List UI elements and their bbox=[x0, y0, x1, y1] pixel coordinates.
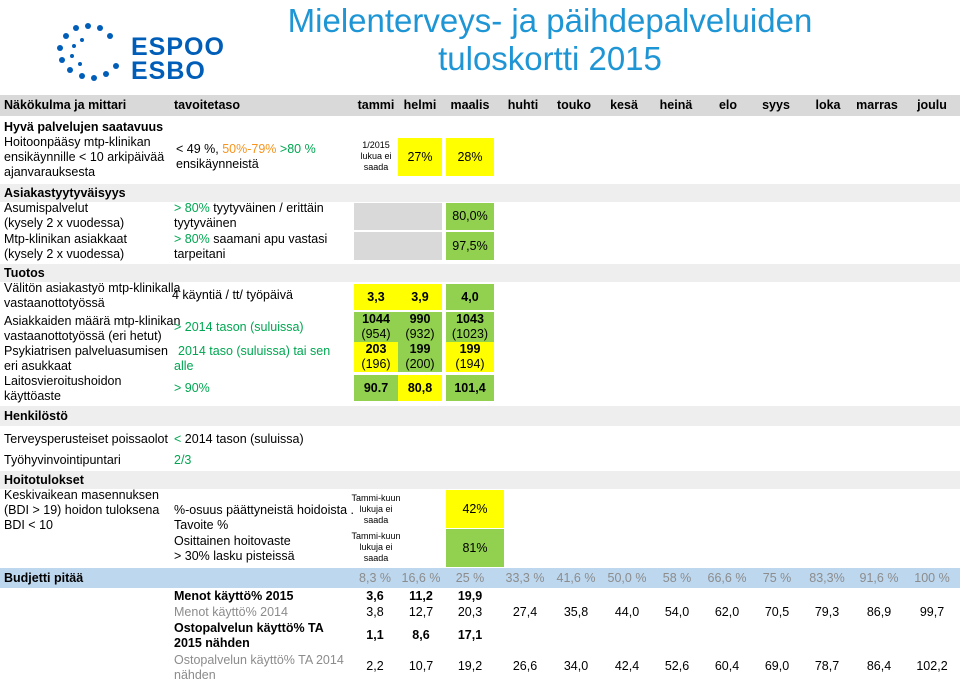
month-header: elo bbox=[718, 98, 738, 112]
title-line-1: Mielenterveys- ja päihdepalveluiden bbox=[287, 2, 813, 39]
section-output: Tuotos bbox=[4, 266, 45, 280]
row-out2-helmi bbox=[398, 312, 442, 342]
budget-percent: 58 % bbox=[662, 571, 692, 585]
budget-percent: 16,6 % bbox=[401, 571, 441, 585]
cost-row-label: nähden bbox=[174, 668, 216, 680]
row-sat2-empty bbox=[354, 232, 398, 260]
month-header: huhti bbox=[507, 98, 539, 112]
month-header: joulu bbox=[917, 98, 947, 112]
section-band bbox=[0, 184, 960, 202]
row-out3-label-1: Psykiatrisen palveluasumisen bbox=[4, 344, 168, 358]
row-out2-maalis bbox=[446, 312, 494, 342]
target-red-part: < 49 %, bbox=[176, 142, 223, 156]
section-satisfaction: Asiakastyytyväisyys bbox=[4, 186, 126, 200]
cost-row-value: 52,6 bbox=[664, 658, 690, 673]
row-sat2-empty bbox=[398, 232, 442, 260]
row-out3-target-2: alle bbox=[174, 359, 194, 373]
row-sat1-target-2: tyytyväinen bbox=[174, 216, 237, 230]
budget-percent: 66,6 % bbox=[707, 571, 747, 585]
row-out4-label-2: käyttöaste bbox=[4, 389, 61, 403]
row-access-target bbox=[176, 142, 316, 157]
cost-row-value: 17,1 bbox=[457, 627, 483, 642]
row-out2-tammi bbox=[354, 312, 398, 342]
cost-row-value: 86,4 bbox=[866, 658, 892, 673]
row-access-tammi bbox=[354, 137, 398, 175]
row-out4-target: > 90% bbox=[174, 381, 210, 395]
month-header: touko bbox=[556, 98, 592, 112]
tammi-note-line: saada bbox=[363, 552, 389, 563]
row-sat1-label-2: (kysely 2 x vuodessa) bbox=[4, 216, 125, 230]
row-sat2-label-1: Mtp-klinikan asiakkaat bbox=[4, 232, 127, 246]
month-header: tammi bbox=[357, 98, 395, 112]
month-header: heinä bbox=[659, 98, 693, 112]
row-res1-target-b-1: Osittainen hoitovaste bbox=[174, 534, 291, 548]
target-green-part: > 80% bbox=[174, 232, 210, 246]
month-header: loka bbox=[815, 98, 841, 112]
cost-row-value: 70,5 bbox=[764, 604, 790, 619]
cost-row-value: 44,0 bbox=[614, 604, 640, 619]
target-rest: tyytyväinen / erittäin bbox=[209, 201, 324, 215]
month-header: maalis bbox=[450, 98, 490, 112]
budget-percent: 33,3 % bbox=[505, 571, 545, 585]
tammi-note-line: 1/2015 bbox=[362, 139, 390, 150]
section-results: Hoitotulokset bbox=[4, 473, 84, 487]
cost-row-value: 78,7 bbox=[814, 658, 840, 673]
section-budget: Budjetti pitää bbox=[4, 571, 84, 585]
row-access-label-1: Hoitoonpääsy mtp-klinikan bbox=[4, 135, 151, 149]
target-orange-part: 50%-79% bbox=[222, 142, 277, 156]
cost-row-value: 69,0 bbox=[764, 658, 790, 673]
row-res1-value-b: 81% bbox=[446, 529, 504, 567]
header-target-label: tavoitetaso bbox=[174, 98, 240, 112]
cost-row-value: 35,8 bbox=[563, 604, 589, 619]
tammi-note-line: Tammi-kuun bbox=[351, 492, 401, 503]
cost-row-label: 2015 nähden bbox=[174, 636, 250, 650]
row-out2-label-1: Asiakkaiden määrä mtp-klinikan bbox=[4, 314, 181, 328]
value-current: 199 bbox=[409, 342, 431, 356]
tammi-note-line: Tammi-kuun bbox=[351, 530, 401, 541]
cost-row-value: 42,4 bbox=[614, 658, 640, 673]
budget-percent: 41,6 % bbox=[556, 571, 596, 585]
cost-row-value: 34,0 bbox=[563, 658, 589, 673]
value-current: 1043 bbox=[456, 312, 484, 326]
month-header: syys bbox=[762, 98, 790, 112]
value-previous: (932) bbox=[405, 327, 435, 341]
tammi-note-line: saada bbox=[363, 161, 389, 172]
value-previous: (1023) bbox=[451, 327, 489, 341]
target-rest: saamani apu vastasi bbox=[209, 232, 328, 246]
row-out3-helmi bbox=[398, 342, 442, 372]
target-green-part: >80 % bbox=[276, 142, 316, 156]
tammi-note-line: lukuja ei bbox=[359, 541, 393, 552]
row-res1-tammi-b bbox=[350, 530, 402, 564]
title-line-2: tuloskortti 2015 bbox=[438, 40, 662, 77]
row-out3-label-2: eri asukkaat bbox=[4, 359, 72, 373]
budget-percent: 75 % bbox=[762, 571, 792, 585]
row-out1-label-2: vastaanottotyössä bbox=[4, 296, 105, 310]
row-access-label-2: ensikäynnille < 10 arkipäivää bbox=[4, 150, 165, 164]
row-access-helmi: 27% bbox=[398, 138, 442, 176]
row-sat1-empty bbox=[398, 203, 442, 230]
row-res1-value-a: 42% bbox=[446, 490, 504, 528]
cost-row-value: 102,2 bbox=[916, 658, 948, 673]
target-rest: 2014 tason (suluissa) bbox=[181, 432, 304, 446]
row-sat1-value: 80,0% bbox=[446, 203, 494, 230]
logo-text-esbo: ESBO bbox=[131, 57, 206, 85]
value-current: 203 bbox=[365, 342, 387, 356]
budget-percent: 83,3% bbox=[809, 571, 845, 585]
row-sat1-target bbox=[174, 201, 324, 216]
budget-percent: 100 % bbox=[914, 571, 950, 585]
cost-row-value: 11,2 bbox=[409, 588, 433, 603]
row-res1-tammi-a bbox=[350, 492, 402, 526]
value-current: 1044 bbox=[362, 312, 390, 326]
row-access-maalis: 28% bbox=[446, 138, 494, 176]
budget-percent: 8,3 % bbox=[359, 571, 391, 585]
cost-row-value: 60,4 bbox=[714, 658, 740, 673]
value-previous: (954) bbox=[361, 327, 391, 341]
row-out4-label-1: Laitosvieroitushoidon bbox=[4, 374, 122, 388]
value-previous: (200) bbox=[405, 357, 435, 371]
row-out3-maalis bbox=[446, 342, 494, 372]
tammi-note-line: saada bbox=[363, 514, 389, 525]
cost-row-label: Ostopalvelun käyttö% TA bbox=[174, 621, 324, 635]
cost-row-value: 27,4 bbox=[512, 604, 538, 619]
cost-row-value: 19,2 bbox=[457, 658, 483, 673]
cost-row-value: 62,0 bbox=[714, 604, 740, 619]
page-title bbox=[250, 2, 850, 78]
month-header: kesä bbox=[610, 98, 638, 112]
row-sat1-empty bbox=[354, 203, 398, 230]
cost-row-label: Menot käyttö% 2014 bbox=[174, 605, 288, 619]
target-green-part: < bbox=[174, 432, 182, 446]
row-res1-label-1: Keskivaikean masennuksen bbox=[4, 488, 159, 502]
cost-row-value: 8,6 bbox=[412, 627, 430, 642]
section-band bbox=[0, 471, 960, 489]
cost-row-value: 2,2 bbox=[366, 658, 384, 673]
cost-row-value: 3,8 bbox=[366, 604, 384, 619]
row-res1-target-a-1: %-osuus päättyneistä hoidoista . bbox=[174, 503, 354, 517]
value-current: 990 bbox=[409, 312, 431, 326]
cost-row-value: 86,9 bbox=[866, 604, 892, 619]
row-res1-label-2: (BDI > 19) hoidon tuloksena bbox=[4, 503, 160, 517]
cost-row-value: 1,1 bbox=[366, 627, 384, 642]
logo-mark-icon bbox=[57, 23, 119, 81]
budget-percent: 50,0 % bbox=[607, 571, 647, 585]
logo-text-espoo: ESPOO bbox=[131, 33, 225, 61]
cost-row-value: 54,0 bbox=[664, 604, 690, 619]
section-access: Hyvä palvelujen saatavuus bbox=[4, 120, 164, 134]
row-sat2-label-2: (kysely 2 x vuodessa) bbox=[4, 247, 125, 261]
section-staff: Henkilöstö bbox=[4, 409, 68, 423]
cost-row-value: 26,6 bbox=[512, 658, 538, 673]
row-out4-tammi: 90.7 bbox=[354, 375, 398, 401]
cost-row-value: 20,3 bbox=[457, 604, 483, 619]
section-band bbox=[0, 406, 960, 426]
month-header: helmi bbox=[403, 98, 437, 112]
header-view-label: Näkökulma ja mittari bbox=[4, 98, 127, 112]
section-band bbox=[0, 264, 960, 282]
value-current: 199 bbox=[459, 342, 481, 356]
budget-percent: 25 % bbox=[455, 571, 485, 585]
value-previous: (196) bbox=[361, 357, 391, 371]
cost-row-label: Menot käyttö% 2015 bbox=[174, 589, 294, 603]
target-green-part: > 80% bbox=[174, 201, 210, 215]
row-sat2-value: 97,5% bbox=[446, 232, 494, 260]
tammi-note-line: lukua ei bbox=[360, 150, 392, 161]
row-sat2-target bbox=[174, 232, 327, 247]
row-res1-target-a-2: Tavoite % bbox=[174, 518, 229, 532]
budget-percent: 91,6 % bbox=[859, 571, 899, 585]
row-out2-target: > 2014 tason (suluissa) bbox=[174, 320, 304, 334]
row-out1-maalis: 4,0 bbox=[446, 284, 494, 310]
row-out1-label-1: Välitön asiakastyö mtp-klinikalla bbox=[4, 281, 181, 295]
row-staff2-label: Työhyvinvointipuntari bbox=[4, 453, 121, 467]
row-out1-tammi: 3,3 bbox=[354, 284, 398, 310]
row-staff1-label: Terveysperusteiset poissaolot bbox=[4, 432, 168, 446]
row-access-label-3: ajanvarauksesta bbox=[4, 165, 96, 179]
row-out4-maalis: 101,4 bbox=[446, 375, 494, 401]
row-out3-tammi bbox=[354, 342, 398, 372]
value-previous: (194) bbox=[455, 357, 485, 371]
cost-row-label: Ostopalvelun käyttö% TA 2014 bbox=[174, 653, 344, 667]
row-out1-target: 4 käyntiä / tt/ työpäivä bbox=[172, 288, 293, 302]
row-sat2-target-2: tarpeitani bbox=[174, 247, 226, 261]
cost-row-value: 99,7 bbox=[919, 604, 945, 619]
month-header: marras bbox=[856, 98, 898, 112]
row-out2-label-2: vastaanottotyössä (eri hetut) bbox=[4, 329, 162, 343]
tammi-note-line: lukuja ei bbox=[359, 503, 393, 514]
cost-row-value: 12,7 bbox=[408, 604, 434, 619]
row-res1-target-b-2: > 30% lasku pisteissä bbox=[174, 549, 295, 563]
row-out3-target-1: 2014 taso (suluissa) tai sen bbox=[178, 344, 331, 358]
row-out4-helmi: 80,8 bbox=[398, 375, 442, 401]
row-staff2-target: 2/3 bbox=[174, 453, 192, 467]
row-access-target-2: ensikäynneistä bbox=[176, 157, 259, 171]
row-sat1-label-1: Asumispalvelut bbox=[4, 201, 89, 215]
cost-row-value: 10,7 bbox=[408, 658, 434, 673]
row-out1-helmi: 3,9 bbox=[398, 284, 442, 310]
cost-row-value: 19,9 bbox=[457, 588, 483, 603]
row-staff1-target bbox=[174, 432, 304, 447]
cost-row-value: 3,6 bbox=[366, 588, 384, 603]
cost-row-value: 79,3 bbox=[814, 604, 840, 619]
row-res1-label-3: BDI < 10 bbox=[4, 518, 53, 532]
